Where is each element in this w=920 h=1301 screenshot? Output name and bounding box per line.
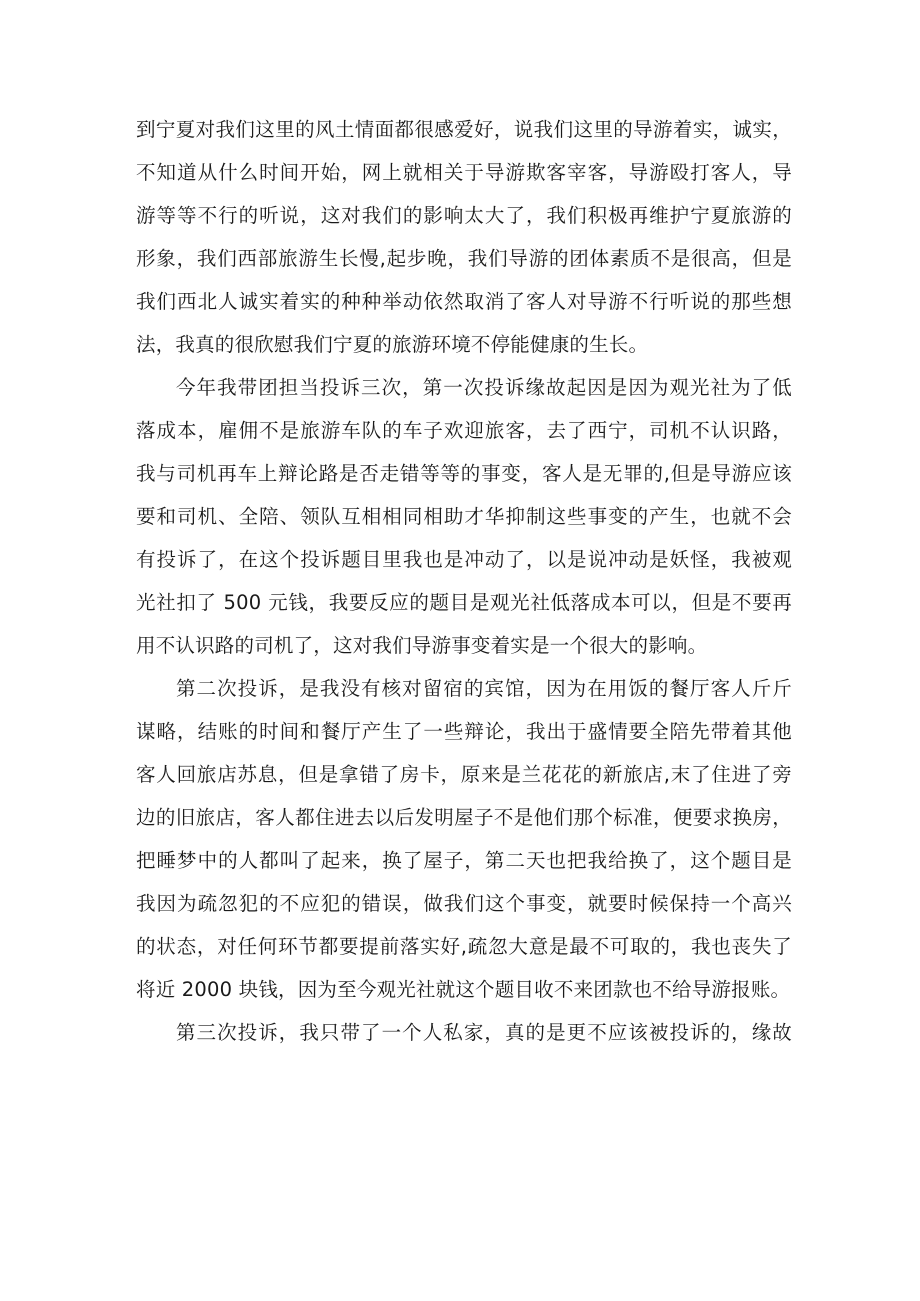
- text-line: 我们西北人诚实着实的种种举动依然取消了客人对导游不行听说的那些想: [136, 290, 792, 313]
- text-line: 形象，我们西部旅游生长慢,起步晚，我们导游的团体素质不是很高，但是: [136, 247, 792, 270]
- text-line: 法，我真的很欣慰我们宁夏的旅游环境不停能健康的生长。: [136, 333, 649, 356]
- text-line: 客人回旅店苏息，但是拿错了房卡，原来是兰花花的新旅店,末了住进了旁: [136, 763, 792, 786]
- text-line: 谋略，结账的时间和餐厅产生了一些辩论，我出于盛情要全陪先带着其他: [136, 720, 792, 743]
- paragraph-first-line: 今年我带团担当投诉三次，第一次投诉缘故起因是因为观光社为了低: [176, 376, 792, 399]
- text-line: 将近 2000 块钱，因为至今观光社就这个题目收不来团款也不给导游报账。: [136, 978, 791, 1001]
- text-line: 我与司机再车上辩论路是否走错等等的事变，客人是无罪的,但是导游应该: [136, 462, 792, 485]
- text-line: 要和司机、全陪、领队互相相同相助才华抑制这些事变的产生，也就不会: [136, 505, 792, 528]
- text-line: 到宁夏对我们这里的风土情面都很感爱好，说我们这里的导游着实，诚实，: [136, 118, 792, 141]
- text-line: 的状态，对任何环节都要提前落实好,疏忽大意是最不可取的，我也丧失了: [136, 935, 792, 958]
- text-line: 我因为疏忽犯的不应犯的错误，做我们这个事变，就要时候保持一个高兴: [136, 892, 792, 915]
- paragraph-first-line: 第二次投诉，是我没有核对留宿的宾馆，因为在用饭的餐厅客人斤斤: [176, 677, 792, 700]
- text-line: 不知道从什么时间开始，网上就相关于导游欺客宰客，导游殴打客人，导: [136, 161, 792, 184]
- document-body: [136, 108, 792, 1054]
- text-line: 边的旧旅店，客人都住进去以后发明屋子不是他们那个标准，便要求换房，: [136, 806, 792, 829]
- text-line: 落成本，雇佣不是旅游车队的车子欢迎旅客，去了西宁，司机不认识路，: [136, 419, 792, 442]
- paragraph-first-line: 第三次投诉，我只带了一个人私家，真的是更不应该被投诉的，缘故: [176, 1021, 792, 1044]
- text-line: 有投诉了，在这个投诉题目里我也是冲动了，以是说冲动是妖怪，我被观: [136, 548, 792, 571]
- text-line: 把睡梦中的人都叫了起来，换了屋子，第二天也把我给换了，这个题目是: [136, 849, 792, 872]
- text-line: 用不认识路的司机了，这对我们导游事变着实是一个很大的影响。: [136, 634, 708, 657]
- text-line: 光社扣了 500 元钱，我要反应的题目是观光社低落成本可以，但是不要再: [136, 591, 792, 614]
- text-line: 游等等不行的听说，这对我们的影响太大了，我们积极再维护宁夏旅游的: [136, 204, 792, 227]
